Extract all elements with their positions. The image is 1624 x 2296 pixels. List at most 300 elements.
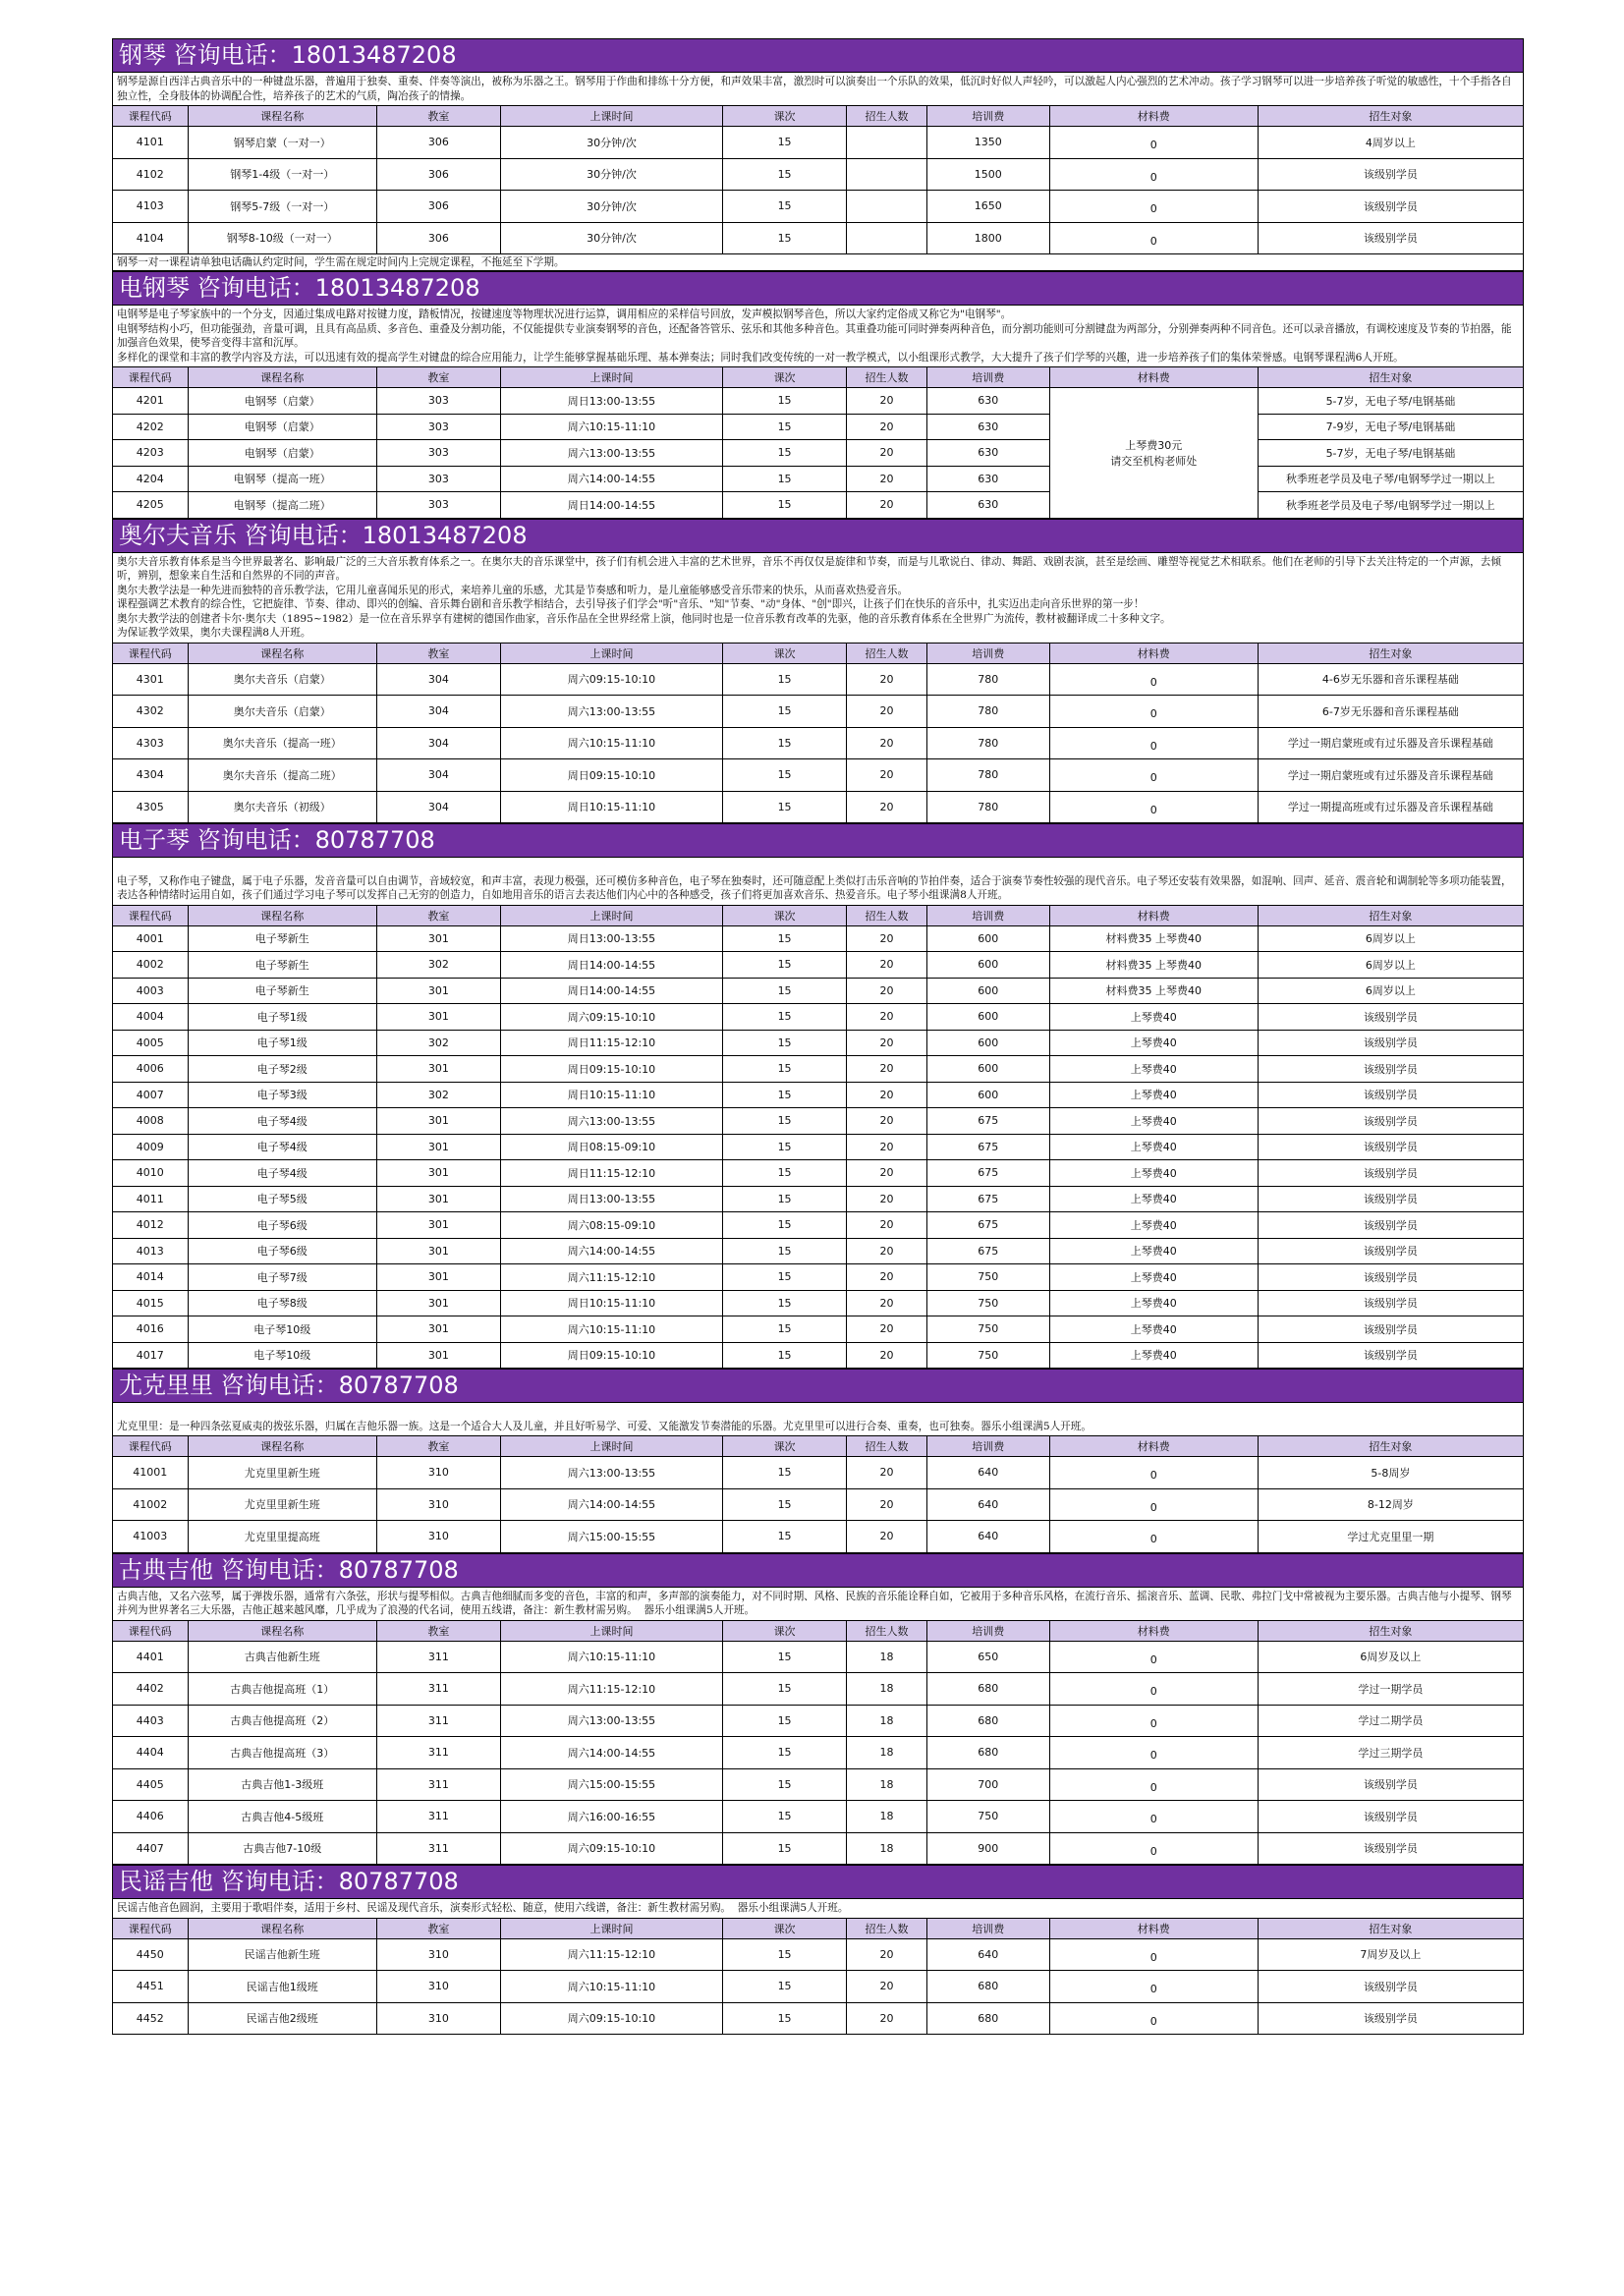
table-cell: 该级别学员	[1258, 1004, 1523, 1031]
column-header: 招生人数	[846, 367, 926, 388]
table-cell: 18	[846, 1768, 926, 1801]
column-header: 课程名称	[188, 106, 376, 127]
column-header: 培训费	[926, 1918, 1049, 1938]
table-cell: 4007	[113, 1082, 189, 1108]
table-cell: 15	[723, 663, 847, 696]
section-title: 奥尔夫音乐 咨询电话：18013487208	[112, 519, 1524, 552]
table-cell: 15	[723, 222, 847, 254]
table-cell: 20	[846, 952, 926, 979]
table-cell: 302	[377, 1082, 501, 1108]
table-cell: 上琴费40	[1049, 1316, 1258, 1343]
table-cell: 电子琴8级	[188, 1290, 376, 1316]
table-cell: 301	[377, 1316, 501, 1343]
table-cell: 周六10:15-11:10	[500, 727, 722, 759]
table-cell: 电子琴6级	[188, 1238, 376, 1264]
table-cell: 周六10:15-11:10	[500, 1971, 722, 2003]
column-header: 培训费	[926, 643, 1049, 663]
table-row	[113, 1316, 1524, 1343]
table-cell: 上琴费40	[1049, 1160, 1258, 1187]
table-cell: 20	[846, 1212, 926, 1239]
table-cell	[846, 191, 926, 223]
table-cell: 7-9岁，无电子琴/电钢基础	[1258, 414, 1523, 440]
table-cell: 周日13:00-13:55	[500, 388, 722, 415]
column-header: 材料费	[1049, 905, 1258, 925]
table-cell: 0	[1049, 1705, 1258, 1737]
table-cell: 秋季班老学员及电子琴/电钢琴学过一期以上	[1258, 492, 1523, 519]
table-row	[113, 1673, 1524, 1706]
table-cell: 该级别学员	[1258, 1316, 1523, 1343]
course-section	[112, 271, 1524, 519]
table-cell: 0	[1049, 1488, 1258, 1521]
table-row	[113, 1238, 1524, 1264]
table-cell: 周六10:15-11:10	[500, 414, 722, 440]
table-cell: 15	[723, 1030, 847, 1056]
table-cell: 311	[377, 1705, 501, 1737]
table-cell: 周六16:00-16:55	[500, 1801, 722, 1833]
table-header-row	[113, 367, 1524, 388]
column-header: 课次	[723, 106, 847, 127]
material-fee-merged-cell	[1049, 388, 1258, 519]
table-cell: 上琴费40	[1049, 1290, 1258, 1316]
table-cell: 303	[377, 440, 501, 467]
table-cell: 750	[926, 1342, 1049, 1369]
table-row	[113, 1737, 1524, 1769]
table-cell: 15	[723, 1457, 847, 1489]
table-cell: 304	[377, 759, 501, 792]
table-cell: 0	[1049, 222, 1258, 254]
table-cell: 780	[926, 759, 1049, 792]
table-cell: 电子琴5级	[188, 1186, 376, 1212]
table-cell: 311	[377, 1673, 501, 1706]
course-table	[112, 905, 1524, 1370]
table-cell: 15	[723, 1705, 847, 1737]
table-cell: 310	[377, 1457, 501, 1489]
table-cell: 640	[926, 1938, 1049, 1971]
column-header: 上课时间	[500, 106, 722, 127]
table-row	[113, 1488, 1524, 1521]
table-row	[113, 1134, 1524, 1160]
table-cell: 20	[846, 1186, 926, 1212]
table-cell: 600	[926, 1030, 1049, 1056]
table-cell: 0	[1049, 1673, 1258, 1706]
table-cell: 4452	[113, 2002, 189, 2035]
table-cell: 20	[846, 1342, 926, 1369]
table-cell: 310	[377, 1488, 501, 1521]
table-cell: 750	[926, 1290, 1049, 1316]
table-cell: 奥尔夫音乐（启蒙）	[188, 663, 376, 696]
table-cell: 20	[846, 1160, 926, 1187]
column-header: 培训费	[926, 1436, 1049, 1457]
table-cell: 该级别学员	[1258, 1264, 1523, 1291]
table-cell: 5-7岁，无电子琴/电钢基础	[1258, 388, 1523, 415]
table-cell: 4012	[113, 1212, 189, 1239]
column-header: 招生人数	[846, 1918, 926, 1938]
table-cell: 该级别学员	[1258, 1160, 1523, 1187]
table-cell: 20	[846, 1004, 926, 1031]
table-row	[113, 1971, 1524, 2003]
table-cell: 301	[377, 1186, 501, 1212]
column-header: 课程代码	[113, 1436, 189, 1457]
table-row	[113, 1521, 1524, 1553]
table-cell: 周六13:00-13:55	[500, 440, 722, 467]
column-header: 招生人数	[846, 1436, 926, 1457]
table-cell: 301	[377, 1160, 501, 1187]
table-cell: 4周岁以上	[1258, 127, 1523, 159]
table-cell: 学过三期学员	[1258, 1737, 1523, 1769]
table-cell: 15	[723, 1832, 847, 1865]
table-cell: 4009	[113, 1134, 189, 1160]
table-cell: 18	[846, 1737, 926, 1769]
table-cell: 周六13:00-13:55	[500, 696, 722, 728]
table-cell: 该级别学员	[1258, 2002, 1523, 2035]
table-cell: 304	[377, 696, 501, 728]
table-cell: 0	[1049, 663, 1258, 696]
table-cell: 311	[377, 1737, 501, 1769]
table-row	[113, 414, 1524, 440]
table-cell: 15	[723, 1521, 847, 1553]
table-cell: 20	[846, 1521, 926, 1553]
table-cell: 20	[846, 2002, 926, 2035]
table-cell: 15	[723, 925, 847, 952]
table-cell: 15	[723, 388, 847, 415]
table-cell: 15	[723, 1186, 847, 1212]
table-cell: 电子琴4级	[188, 1134, 376, 1160]
table-cell: 15	[723, 1160, 847, 1187]
table-cell: 钢琴1-4级（一对一）	[188, 158, 376, 191]
section-note: 钢琴一对一课程请单独电话确认约定时间，学生需在规定时间内上完规定课程，不拖延至下学期。	[112, 254, 1524, 271]
table-cell: 该级别学员	[1258, 191, 1523, 223]
table-cell: 15	[723, 1768, 847, 1801]
table-cell: 电钢琴（启蒙）	[188, 388, 376, 415]
table-cell: 4005	[113, 1030, 189, 1056]
section-description: 古典吉他，又名六弦琴，属于弹拨乐器，通常有六条弦，形状与提琴相似。古典吉他细腻而多变的音色，丰富的和声，多声部的演奏能力，对不同时期、风格、民族的音乐能诠释自如，它被用于多种音乐风格，在流行音乐、摇滚音乐、蓝调、民歌、弗拉门戈中常被视为主要乐器。古典吉他与小提琴、钢琴并列为世界著名三大乐器，吉他正越来越风靡，几乎成为了浪漫的代名词，使用五线谱，备注：新生教材需另购。 器乐小组课满5人开班。	[112, 1587, 1524, 1620]
table-header-row	[113, 106, 1524, 127]
column-header: 课程名称	[188, 1436, 376, 1457]
table-cell: 311	[377, 1641, 501, 1673]
table-cell: 15	[723, 492, 847, 519]
table-cell: 学过一期启蒙班或有过乐器及音乐课程基础	[1258, 727, 1523, 759]
table-cell: 周日13:00-13:55	[500, 925, 722, 952]
course-section	[112, 519, 1524, 824]
table-cell: 630	[926, 388, 1049, 415]
table-cell: 4103	[113, 191, 189, 223]
table-cell: 5-8周岁	[1258, 1457, 1523, 1489]
table-cell: 0	[1049, 1641, 1258, 1673]
table-cell: 4405	[113, 1768, 189, 1801]
table-row	[113, 727, 1524, 759]
material-fee-line: 请交至机构老师处	[1110, 454, 1198, 468]
table-cell: 4004	[113, 1004, 189, 1031]
table-cell: 周六10:15-11:10	[500, 1316, 722, 1343]
table-cell: 630	[926, 466, 1049, 492]
column-header: 教室	[377, 367, 501, 388]
table-cell: 4451	[113, 1971, 189, 2003]
table-cell: 640	[926, 1521, 1049, 1553]
table-cell: 电子琴新生	[188, 925, 376, 952]
table-row	[113, 791, 1524, 823]
table-cell: 20	[846, 978, 926, 1004]
course-table	[112, 1620, 1524, 1866]
column-header: 材料费	[1049, 106, 1258, 127]
table-cell: 630	[926, 492, 1049, 519]
table-row	[113, 127, 1524, 159]
table-cell: 周日10:15-11:10	[500, 791, 722, 823]
table-cell: 0	[1049, 1938, 1258, 1971]
table-cell: 18	[846, 1641, 926, 1673]
material-fee-line: 上琴费30元	[1125, 438, 1183, 452]
table-cell: 20	[846, 1108, 926, 1135]
table-cell: 周日14:00-14:55	[500, 492, 722, 519]
table-cell: 30分钟/次	[500, 127, 722, 159]
table-cell: 上琴费40	[1049, 1134, 1258, 1160]
course-section	[112, 1865, 1524, 2035]
column-header: 招生对象	[1258, 905, 1523, 925]
table-cell	[846, 222, 926, 254]
table-cell: 学过一期学员	[1258, 1673, 1523, 1706]
table-cell: 上琴费40	[1049, 1108, 1258, 1135]
section-title: 古典吉他 咨询电话：80787708	[112, 1553, 1524, 1587]
table-cell: 上琴费40	[1049, 1212, 1258, 1239]
table-cell: 周日11:15-12:10	[500, 1160, 722, 1187]
column-header: 课程名称	[188, 1918, 376, 1938]
table-cell: 15	[723, 1108, 847, 1135]
table-cell: 周日08:15-09:10	[500, 1134, 722, 1160]
column-header: 教室	[377, 643, 501, 663]
table-row	[113, 1160, 1524, 1187]
table-cell: 学过一期提高班或有过乐器及音乐课程基础	[1258, 791, 1523, 823]
table-cell: 18	[846, 1705, 926, 1737]
column-header: 课程代码	[113, 367, 189, 388]
table-cell: 680	[926, 1971, 1049, 2003]
table-cell: 301	[377, 1342, 501, 1369]
section-description: 民谣吉他音色圆润，主要用于歌唱伴奏，适用于乡村、民谣及现代音乐，演奏形式轻松、随意，使用六线谱，备注：新生教材需另购。 器乐小组课满5人开班。	[112, 1898, 1524, 1918]
table-cell: 4301	[113, 663, 189, 696]
table-cell: 4101	[113, 127, 189, 159]
column-header: 教室	[377, 905, 501, 925]
table-cell: 311	[377, 1768, 501, 1801]
table-cell: 15	[723, 414, 847, 440]
table-cell: 303	[377, 492, 501, 519]
table-cell: 780	[926, 791, 1049, 823]
table-cell: 20	[846, 388, 926, 415]
table-cell: 302	[377, 952, 501, 979]
table-cell: 0	[1049, 1768, 1258, 1801]
table-cell: 周六09:15-10:10	[500, 663, 722, 696]
table-cell: 30分钟/次	[500, 222, 722, 254]
table-cell: 该级别学员	[1258, 1056, 1523, 1083]
table-cell: 4006	[113, 1056, 189, 1083]
table-cell: 4011	[113, 1186, 189, 1212]
table-cell: 310	[377, 1971, 501, 2003]
table-cell: 675	[926, 1134, 1049, 1160]
column-header: 课程名称	[188, 1620, 376, 1641]
table-cell: 奥尔夫音乐（提高二班）	[188, 759, 376, 792]
table-cell: 750	[926, 1316, 1049, 1343]
table-cell: 7周岁及以上	[1258, 1938, 1523, 1971]
table-cell: 周日09:15-10:10	[500, 1342, 722, 1369]
table-cell: 4102	[113, 158, 189, 191]
table-cell: 该级别学员	[1258, 158, 1523, 191]
column-header: 招生对象	[1258, 1436, 1523, 1457]
table-cell: 周六09:15-10:10	[500, 2002, 722, 2035]
table-cell: 600	[926, 952, 1049, 979]
column-header: 课次	[723, 1620, 847, 1641]
table-cell: 4203	[113, 440, 189, 467]
table-cell: 301	[377, 1056, 501, 1083]
table-cell: 20	[846, 925, 926, 952]
table-cell: 680	[926, 1705, 1049, 1737]
table-cell: 640	[926, 1488, 1049, 1521]
table-cell: 0	[1049, 696, 1258, 728]
section-title: 尤克里里 咨询电话：80787708	[112, 1369, 1524, 1402]
table-cell: 301	[377, 978, 501, 1004]
course-section	[112, 1369, 1524, 1553]
table-cell: 5-7岁，无电子琴/电钢基础	[1258, 440, 1523, 467]
table-row	[113, 2002, 1524, 2035]
table-header-row	[113, 1918, 1524, 1938]
table-cell: 民谣吉他新生班	[188, 1938, 376, 1971]
table-row	[113, 1457, 1524, 1489]
table-cell: 15	[723, 1082, 847, 1108]
course-table	[112, 105, 1524, 254]
table-row	[113, 1938, 1524, 1971]
table-cell: 古典吉他提高班（3）	[188, 1737, 376, 1769]
table-cell: 20	[846, 414, 926, 440]
column-header: 课程代码	[113, 1918, 189, 1938]
table-cell: 675	[926, 1212, 1049, 1239]
table-cell: 301	[377, 1004, 501, 1031]
table-cell: 周六11:15-12:10	[500, 1264, 722, 1291]
column-header: 招生对象	[1258, 1620, 1523, 1641]
table-cell: 20	[846, 492, 926, 519]
table-cell: 电子琴4级	[188, 1108, 376, 1135]
table-cell: 0	[1049, 791, 1258, 823]
table-row	[113, 1186, 1524, 1212]
table-cell: 15	[723, 1641, 847, 1673]
table-cell: 尤克里里新生班	[188, 1457, 376, 1489]
table-cell: 20	[846, 1938, 926, 1971]
table-cell: 20	[846, 1238, 926, 1264]
table-cell: 材料费35 上琴费40	[1049, 978, 1258, 1004]
column-header: 招生对象	[1258, 367, 1523, 388]
table-row	[113, 1641, 1524, 1673]
table-cell: 该级别学员	[1258, 1186, 1523, 1212]
table-cell: 15	[723, 1316, 847, 1343]
table-cell: 303	[377, 466, 501, 492]
table-cell: 4008	[113, 1108, 189, 1135]
table-row	[113, 1832, 1524, 1865]
table-cell: 30分钟/次	[500, 158, 722, 191]
table-row	[113, 1108, 1524, 1135]
table-cell: 600	[926, 978, 1049, 1004]
table-cell: 680	[926, 1737, 1049, 1769]
table-row	[113, 1212, 1524, 1239]
table-cell: 675	[926, 1108, 1049, 1135]
table-cell: 675	[926, 1186, 1049, 1212]
table-cell: 上琴费40	[1049, 1342, 1258, 1369]
table-cell: 电子琴6级	[188, 1212, 376, 1239]
table-cell: 15	[723, 1004, 847, 1031]
table-cell: 电子琴新生	[188, 952, 376, 979]
table-row	[113, 1264, 1524, 1291]
table-header-row	[113, 1436, 1524, 1457]
table-cell: 上琴费40	[1049, 1186, 1258, 1212]
table-cell: 该级别学员	[1258, 1108, 1523, 1135]
table-cell: 尤克里里新生班	[188, 1488, 376, 1521]
table-cell: 15	[723, 759, 847, 792]
table-cell: 1500	[926, 158, 1049, 191]
table-cell: 41003	[113, 1521, 189, 1553]
table-cell: 该级别学员	[1258, 1342, 1523, 1369]
table-cell: 周日11:15-12:10	[500, 1030, 722, 1056]
table-cell: 周日09:15-10:10	[500, 1056, 722, 1083]
table-cell: 该级别学员	[1258, 1971, 1523, 2003]
table-cell: 周日13:00-13:55	[500, 1186, 722, 1212]
table-cell: 4404	[113, 1737, 189, 1769]
column-header: 招生对象	[1258, 1918, 1523, 1938]
table-cell: 钢琴5-7级（一对一）	[188, 191, 376, 223]
table-cell: 750	[926, 1801, 1049, 1833]
table-cell: 18	[846, 1832, 926, 1865]
table-cell: 680	[926, 2002, 1049, 2035]
table-cell: 该级别学员	[1258, 1768, 1523, 1801]
table-cell: 304	[377, 663, 501, 696]
table-row	[113, 492, 1524, 519]
table-header-row	[113, 1620, 1524, 1641]
table-cell: 钢琴8-10级（一对一）	[188, 222, 376, 254]
table-cell: 0	[1049, 1832, 1258, 1865]
table-cell: 民谣吉他1级班	[188, 1971, 376, 2003]
table-cell: 303	[377, 414, 501, 440]
table-cell: 周六15:00-15:55	[500, 1521, 722, 1553]
table-cell: 周六13:00-13:55	[500, 1457, 722, 1489]
table-cell: 6周岁以上	[1258, 925, 1523, 952]
table-cell: 该级别学员	[1258, 1082, 1523, 1108]
course-table	[112, 1918, 1524, 2036]
table-cell: 900	[926, 1832, 1049, 1865]
course-section	[112, 38, 1524, 271]
table-cell: 电子琴7级	[188, 1264, 376, 1291]
table-cell: 4406	[113, 1801, 189, 1833]
table-cell: 学过二期学员	[1258, 1705, 1523, 1737]
table-row	[113, 466, 1524, 492]
column-header: 招生人数	[846, 643, 926, 663]
column-header: 教室	[377, 106, 501, 127]
table-cell: 4003	[113, 978, 189, 1004]
table-cell: 4104	[113, 222, 189, 254]
table-cell: 20	[846, 1134, 926, 1160]
column-header: 课程代码	[113, 905, 189, 925]
column-header: 课次	[723, 1918, 847, 1938]
table-cell: 301	[377, 1108, 501, 1135]
table-cell: 41001	[113, 1457, 189, 1489]
table-cell: 学过一期启蒙班或有过乐器及音乐课程基础	[1258, 759, 1523, 792]
table-cell: 电钢琴（提高二班）	[188, 492, 376, 519]
table-cell: 15	[723, 127, 847, 159]
table-cell: 该级别学员	[1258, 1290, 1523, 1316]
column-header: 招生人数	[846, 1620, 926, 1641]
table-cell: 15	[723, 978, 847, 1004]
table-cell: 15	[723, 1056, 847, 1083]
column-header: 上课时间	[500, 643, 722, 663]
table-cell: 15	[723, 1342, 847, 1369]
table-cell: 古典吉他4-5级班	[188, 1801, 376, 1833]
table-cell: 780	[926, 663, 1049, 696]
table-cell: 600	[926, 1004, 1049, 1031]
table-cell: 电钢琴（启蒙）	[188, 414, 376, 440]
column-header: 课次	[723, 1436, 847, 1457]
column-header: 课程名称	[188, 905, 376, 925]
